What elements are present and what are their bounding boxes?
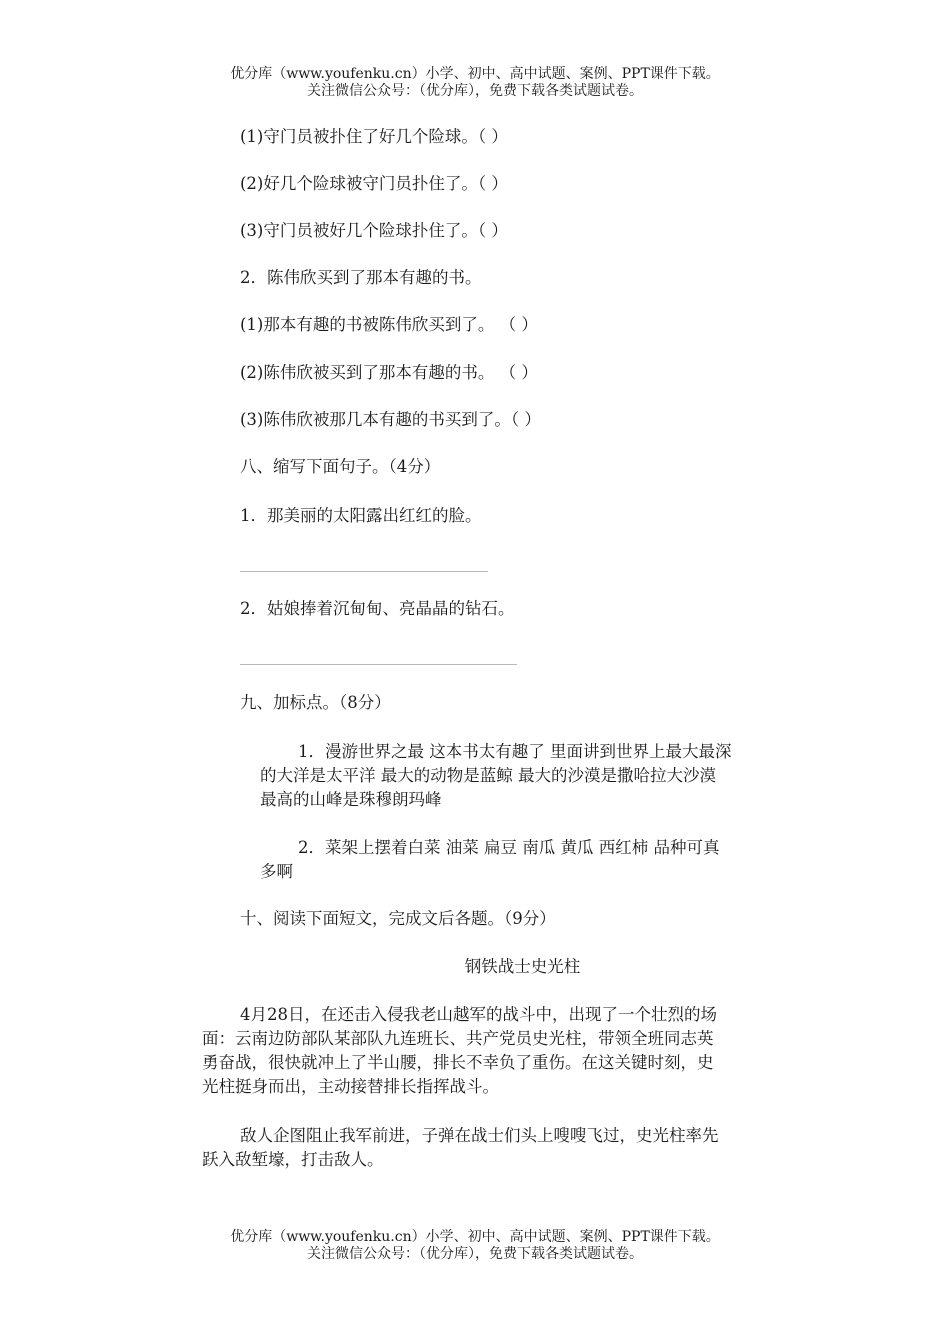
q2-option-3: (3)陈伟欣被那几本有趣的书买到了。（ ） <box>240 410 541 429</box>
header-line-1: 优分库（www.youfenku.cn）小学、初中、高中试题、案例、PPT课件下载。 <box>230 66 720 82</box>
q1-option-3: (3)守门员被好几个险球扑住了。（ ） <box>240 221 508 240</box>
section9-q1-line-2: 的大洋是太平洋 最大的动物是蓝鲸 最大的沙漠是撒哈拉大沙漠 <box>260 766 716 785</box>
q2-option-2: (2)陈伟欣被买到了那本有趣的书。 （ ） <box>240 363 538 382</box>
article-para1-line-1: 4月28日，在还击入侵我老山越军的战斗中，出现了一个壮烈的场 <box>240 1005 717 1024</box>
q2-option-1: (1)那本有趣的书被陈伟欣买到了。 （ ） <box>240 315 538 334</box>
answer-line-1[interactable] <box>240 571 488 572</box>
header-line-2: 关注微信公众号：（优分库），免费下载各类试题试卷。 <box>307 83 643 99</box>
section9-q2-line-1: 2．菜架上摆着白菜 油菜 扁豆 南瓜 黄瓜 西红柿 品种可真 <box>298 838 720 857</box>
article-para1-line-4: 光柱挺身而出，主动接替排长指挥战斗。 <box>202 1077 499 1096</box>
q1-option-1: (1)守门员被扑住了好几个险球。（ ） <box>240 127 508 146</box>
article-para1-line-2: 面：云南边防部队某部队九连班长、共产党员史光柱，带领全班同志英 <box>202 1029 714 1048</box>
page-header <box>0 66 950 100</box>
section10-heading: 十、阅读下面短文，完成文后各题。（9分） <box>240 909 556 928</box>
section9-q2-line-2: 多啊 <box>260 862 293 881</box>
footer-line-1: 优分库（www.youfenku.cn）小学、初中、高中试题、案例、PPT课件下载。 <box>230 1229 720 1245</box>
q2-stem: 2．陈伟欣买到了那本有趣的书。 <box>240 268 482 287</box>
page-footer <box>0 1229 950 1263</box>
article-para1-line-3: 勇奋战，很快就冲上了半山腰，排长不幸负了重伤。在这关键时刻，史 <box>202 1053 714 1072</box>
section8-q1: 1．那美丽的太阳露出红红的脸。 <box>240 506 482 525</box>
footer-line-2: 关注微信公众号：（优分库），免费下载各类试题试卷。 <box>307 1246 643 1262</box>
article-title: 钢铁战士史光柱 <box>464 957 581 976</box>
section9-q1-line-3: 最高的山峰是珠穆朗玛峰 <box>260 790 442 809</box>
section8-heading: 八、缩写下面句子。（4分） <box>240 457 441 476</box>
section9-heading: 九、加标点。（8分） <box>240 693 391 712</box>
article-para2-line-2: 跃入敌堑壕，打击敌人。 <box>202 1150 384 1169</box>
section8-q2: 2．姑娘捧着沉甸甸、亮晶晶的钻石。 <box>240 599 515 618</box>
q1-option-2: (2)好几个险球被守门员扑住了。（ ） <box>240 174 508 193</box>
article-para2-line-1: 敌人企图阻止我军前进，子弹在战士们头上嗖嗖飞过，史光柱率先 <box>240 1126 719 1145</box>
answer-line-2[interactable] <box>240 664 517 665</box>
section9-q1-line-1: 1．漫游世界之最 这本书太有趣了 里面讲到世界上最大最深 <box>298 742 732 761</box>
